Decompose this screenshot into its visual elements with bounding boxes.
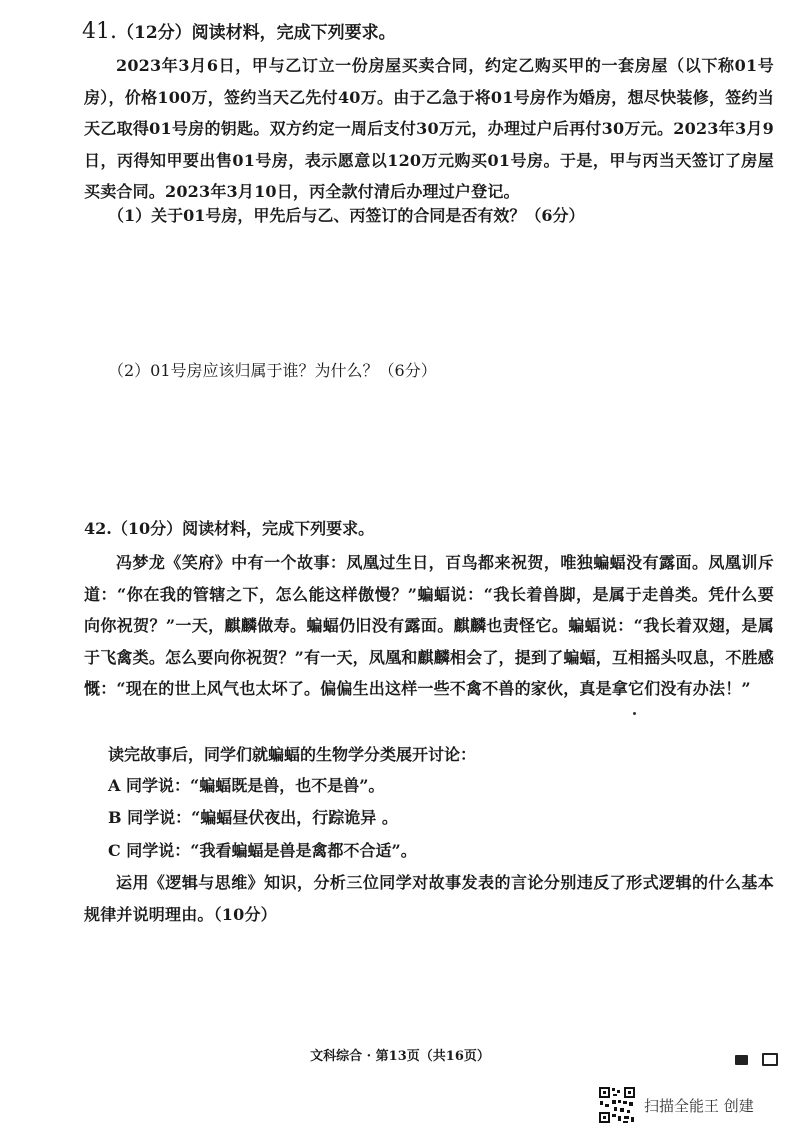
q42-option-b: B 同学说：“蝙蝠昼伏夜出，行踪诡异 。 xyxy=(108,808,398,827)
q42-title: （10分）阅读材料，完成下列要求。 xyxy=(111,519,375,538)
q42-number: 42. xyxy=(84,519,112,538)
corner-icons xyxy=(735,1053,778,1066)
q42-task: 运用《逻辑与思维》知识，分析三位同学对故事发表的言论分别违反了形式逻辑的什么基本规律并说明理由。（10分） xyxy=(84,873,774,924)
q42-option-a: A 同学说：“蝙蝠既是兽，也不是兽”。 xyxy=(108,776,385,795)
q42-option-c: C 同学说：“我看蝙蝠是兽是禽都不合适”。 xyxy=(108,841,417,860)
filled-rect-icon xyxy=(735,1055,748,1065)
q41-sub1: （1）关于01号房，甲先后与乙、丙签订的合同是否有效？（6分） xyxy=(108,206,585,225)
page-footer: 文科综合 · 第13页（共16页） xyxy=(310,1049,490,1064)
q42-story: 冯梦龙《笑府》中有一个故事：凤凰过生日，百鸟都来祝贺，唯独蝙蝠没有露面。凤凰训斥道：“你在我的管辖之下，怎么能这样傲慢？”蝙蝠说：“我长着兽脚，是属于走兽类。凭什么要向你祝贺？”一天，麒麟做寿。蝙蝠仍旧没有露面。麒麟也责怪它。蝙蝠说：“我长着双翅，是属于飞禽类。怎么要向你祝贺？”有一天，凤凰和麒麟相会了，提到了蝙蝠，互相摇头叹息，不胜感慨：“现在的世上风气也太坏了。偏偏生出这样一些不禽不兽的家伙，真是拿它们没有办法！” xyxy=(84,553,774,698)
q41-title: （12分）阅读材料，完成下列要求。 xyxy=(117,23,396,43)
q41-heading xyxy=(82,18,396,44)
qr-code-icon xyxy=(598,1086,636,1124)
watermark-text: 扫描全能王 创建 xyxy=(644,1096,754,1115)
q42-heading xyxy=(84,516,374,539)
outline-rect-icon xyxy=(762,1053,778,1066)
q41-material: 2023年3月6日，甲与乙订立一份房屋买卖合同，约定乙购买甲的一套房屋（以下称01号房），价格100万，签约当天乙先付40万。由于乙急于将01号房作为婚房，想尽快装修，签约当天乙取得01号房的钥匙。双方约定一周后支付30万元，办理过户后再付30万元。2023年3月9日，丙得知甲要出售01号房，表示愿意以120万元购买01号房。于是，甲与丙当天签订了房屋买卖合同。2023年3月10日，丙全款付清后办理过户登记。 xyxy=(84,56,774,201)
stray-mark xyxy=(633,712,636,715)
q41-number: 41. xyxy=(82,19,117,44)
q42-intro: 读完故事后，同学们就蝙蝠的生物学分类展开讨论： xyxy=(108,745,477,764)
q41-sub2: （2）01号房应该归属于谁？为什么？（6分） xyxy=(108,361,437,380)
scanner-watermark xyxy=(598,1086,754,1124)
